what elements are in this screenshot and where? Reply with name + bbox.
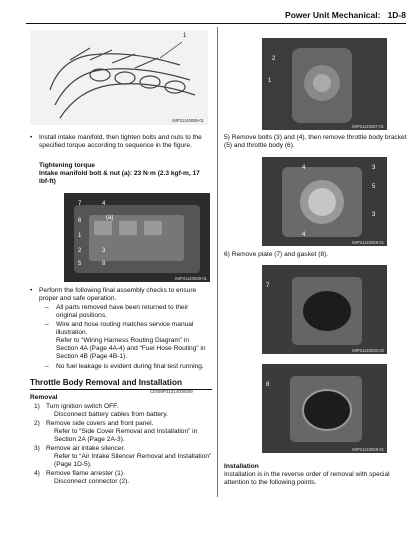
callout-6: 6: [78, 218, 82, 224]
callout-4: 4: [302, 232, 306, 238]
header-rule: [26, 23, 406, 24]
throttle-body-figure: [258, 157, 387, 246]
removal-title: Removal: [30, 394, 58, 401]
callout-1: 1: [183, 33, 187, 39]
torque-spec: Intake manifold bolt & nut (a): 23 N·m (2.3 kgf-m, 17 lbf-ft): [39, 170, 200, 185]
section-title: Throttle Body Removal and Installation: [30, 378, 182, 387]
callout-7: 7: [78, 201, 82, 207]
torque-sequence-figure: [64, 193, 210, 282]
intake-manifold-figure: [30, 30, 208, 125]
callout-8: 8: [266, 382, 270, 388]
flame-arrester-figure: [262, 38, 387, 130]
bullet-dot: •: [30, 287, 33, 294]
step-text: Turn ignition switch OFF.: [46, 403, 119, 410]
flame-arrester-photo: [262, 38, 387, 130]
callout-5: 5: [78, 261, 82, 267]
check-item: Wire and hose routing matches service manual illustration.: [56, 321, 194, 336]
callout-1: 1: [78, 233, 82, 239]
throttle-body-photo: [262, 157, 387, 246]
step-text: Remove flame arrester (1).: [46, 470, 125, 477]
step-subtext: Disconnect connector (2).: [54, 478, 130, 485]
step-subtext: Refer to “Side Cover Removal and Installation” in Section 2A (Page 2A-3).: [54, 428, 198, 443]
callout-2: 2: [272, 56, 276, 62]
step-number: 4): [34, 470, 40, 477]
figure-ref: IMP31140027-01: [352, 124, 384, 129]
final-checks-text: Perform the following final assembly checks to ensure proper and safe operation.: [39, 287, 197, 302]
callout-7: 7: [266, 283, 270, 289]
callout-3: 3: [372, 165, 376, 171]
figure-ref: IMP31140029-01: [352, 447, 384, 452]
check-item: All parts removed have been returned to their original positions.: [56, 304, 189, 319]
step-subtext: Refer to “Air Intake Silencer Removal and Installation” (Page 1D-5).: [54, 453, 212, 468]
install-manifold-text: Install intake manifold, then tighten bolts and nuts to the specified torque according to sequence in the figure.: [39, 134, 202, 149]
section-code: CENMP31314006009: [150, 389, 193, 394]
header-page-number: 1D-8: [387, 10, 406, 20]
intake-manifold-illustration: [30, 30, 208, 125]
installation-text: Installation is in the reverse order of removal with special attention to the following points.: [224, 471, 390, 486]
callout-6: 6: [258, 183, 262, 189]
engine-intake-photo: [64, 193, 210, 282]
column-divider: [217, 27, 218, 497]
step-text: Remove air intake silencer.: [46, 445, 126, 452]
callout-3: 3: [372, 212, 376, 218]
callout-8: 8: [102, 261, 106, 267]
step-6-text: 6) Remove plate (7) and gasket (8).: [224, 251, 329, 258]
check-item-reference: Refer to “Wiring Harness Routing Diagram” in Section 4A (Page 4A-4) and “Fuel Hose Routing” in Section 4B (Page 4B-1).: [56, 337, 206, 360]
plate-photo: [262, 265, 387, 354]
figure-ref: IMP31140085-01: [172, 118, 204, 123]
callout-3: 3: [102, 248, 106, 254]
installation-title: Installation: [224, 463, 259, 470]
callout-a: (a): [106, 215, 114, 221]
step-number: 3): [34, 445, 40, 452]
gasket-figure: [262, 364, 387, 453]
bullet-dot: •: [30, 134, 33, 141]
figure-ref: IMP31140030-02: [352, 348, 384, 353]
step-number: 1): [34, 403, 40, 410]
plate-figure: [262, 265, 387, 354]
callout-1: 1: [268, 78, 272, 84]
figure-ref: IMP31140028-01: [175, 276, 207, 281]
torque-heading: Tightening torque: [39, 162, 95, 169]
callout-5: 5: [372, 184, 376, 190]
gasket-photo: [262, 364, 387, 453]
check-item: No fuel leakage is evident during final test running.: [56, 363, 204, 370]
step-subtext: Disconnect battery cables from battery.: [54, 411, 168, 418]
step-number: 2): [34, 420, 40, 427]
header-title: Power Unit Mechanical:: [285, 10, 381, 20]
step-text: Remove side covers and front panel.: [46, 420, 154, 427]
callout-2: 2: [78, 248, 82, 254]
figure-ref: IMP31140026-01: [352, 240, 384, 245]
callout-4: 4: [302, 165, 306, 171]
callout-4: 4: [102, 201, 106, 207]
step-5-text: 5) Remove bolts (3) and (4), then remove throttle body bracket (5) and throttle body (6).: [224, 134, 407, 149]
